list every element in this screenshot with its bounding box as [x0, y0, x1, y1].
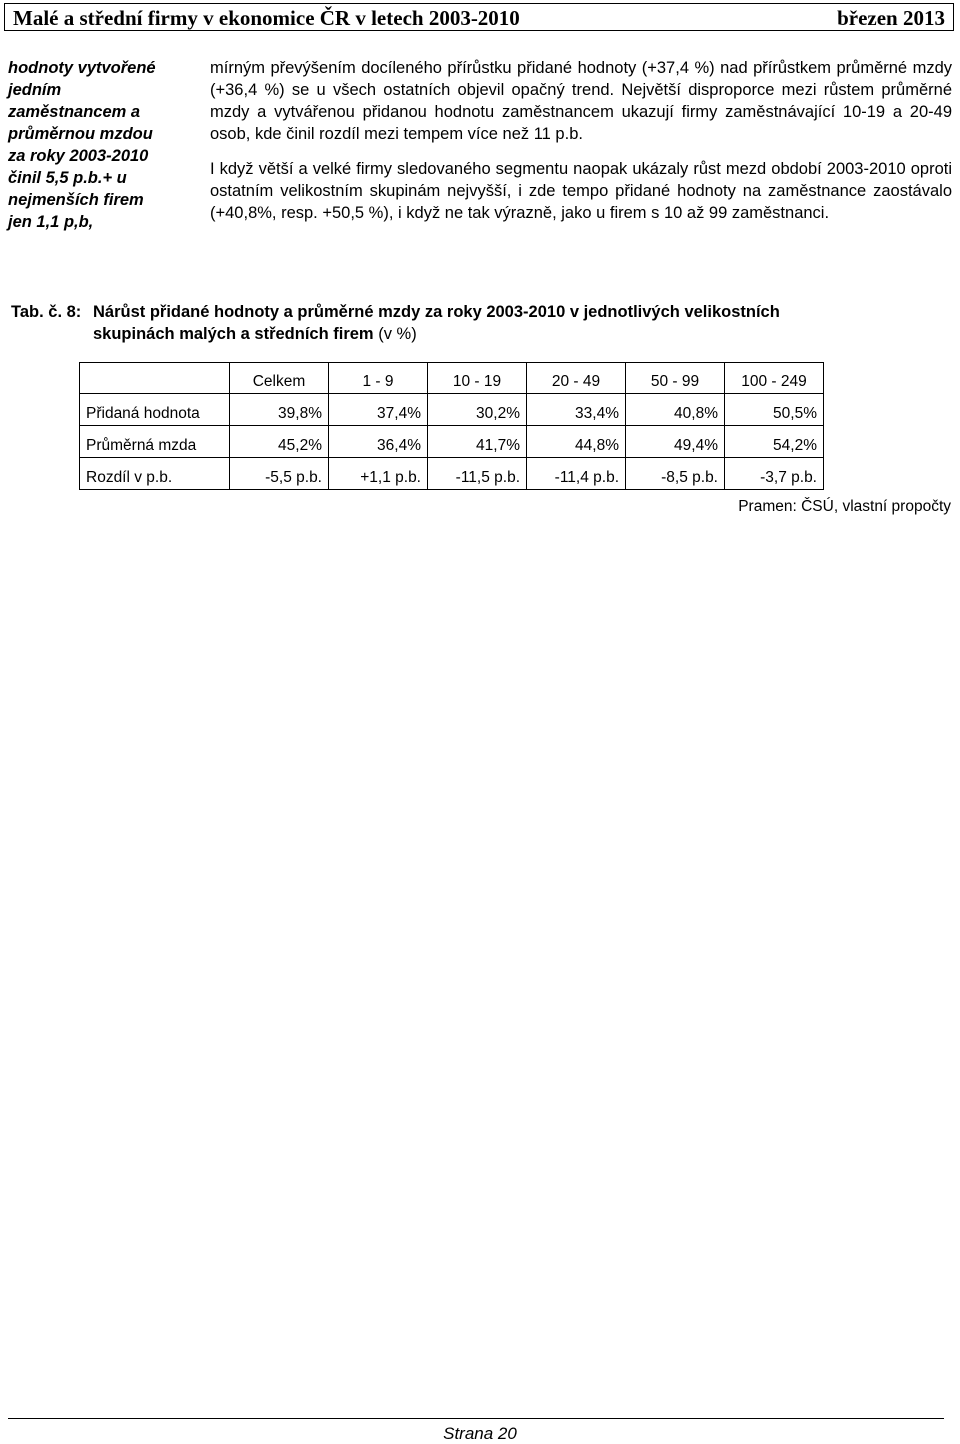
table-header-cell: 10 - 19	[428, 363, 527, 394]
table-caption-title-line1: Nárůst přidané hodnoty a průměrné mzdy za roky 2003-2010 v jednotlivých velikostních	[93, 303, 780, 321]
data-table	[79, 362, 824, 490]
paragraph-2: I když větší a velké firmy sledovaného segmentu naopak ukázaly růst mezd období 2003-2010 oproti ostatním velikostním skupinám nejvyšší, i zde tempo přidané hodnoty na zaměstnance zaostávalo (+40,8%, resp. +50,5 %), i když ne tak výrazně, jako u firem s 10 až 99 zaměstnanci.	[210, 160, 952, 222]
table-row-label: Přidaná hodnota	[80, 394, 230, 426]
table-cell: -8,5 p.b.	[626, 458, 725, 490]
margin-note-line: hodnoty vytvořené	[8, 59, 156, 77]
margin-note-line: nejmenších firem	[8, 191, 144, 209]
table-header-cell: 50 - 99	[626, 363, 725, 394]
paragraph-1: mírným převýšením docíleného přírůstku přidané hodnoty (+37,4 %) nad přírůstkem průměrné mzdy (+36,4 %) se u všech ostatních objevil opačný trend. Největší disproporce mezi růstem průměrné mzdy a vytvářenou přidanou hodnotu zaměstnancem ukazují firmy zaměstnávající 10-19 a 20-49 osob, kde činil rozdíl mezi tempem více než 11 p.b.	[210, 59, 952, 143]
table-cell: 40,8%	[626, 394, 725, 426]
table-cell: +1,1 p.b.	[329, 458, 428, 490]
margin-note-line: za roky 2003-2010	[8, 147, 149, 165]
table-row	[80, 394, 824, 426]
table-cell: 33,4%	[527, 394, 626, 426]
footer-divider	[8, 1418, 944, 1419]
table-cell: 45,2%	[230, 426, 329, 458]
table-header-cell: 20 - 49	[527, 363, 626, 394]
page-header	[4, 3, 954, 31]
table-cell: 50,5%	[725, 394, 824, 426]
table-cell: 39,8%	[230, 394, 329, 426]
table-caption-title-line2: skupinách malých a středních firem	[93, 325, 374, 343]
table-cell: 30,2%	[428, 394, 527, 426]
body-text	[210, 57, 952, 224]
table-row	[80, 426, 824, 458]
table-caption-unit: (v %)	[378, 325, 417, 343]
page-number: Strana 20	[443, 1424, 517, 1443]
table-header-cell: Celkem	[230, 363, 329, 394]
table-cell: 49,4%	[626, 426, 725, 458]
document-title: Malé a střední firmy v ekonomice ČR v letech 2003-2010	[13, 6, 520, 30]
table-row	[80, 458, 824, 490]
table-cell: -11,4 p.b.	[527, 458, 626, 490]
table-header-cell: 1 - 9	[329, 363, 428, 394]
table-cell: -11,5 p.b.	[428, 458, 527, 490]
table-caption-label: Tab. č. 8:	[11, 303, 82, 321]
table-header-cell: 100 - 249	[725, 363, 824, 394]
margin-note-line: činil 5,5 p.b.+ u	[8, 169, 127, 187]
table-caption	[11, 301, 956, 345]
table-row-label: Průměrná mzda	[80, 426, 230, 458]
table-cell: -3,7 p.b.	[725, 458, 824, 490]
table-cell: 37,4%	[329, 394, 428, 426]
table-cell: 41,7%	[428, 426, 527, 458]
document-date: březen 2013	[837, 6, 945, 30]
table-cell: 36,4%	[329, 426, 428, 458]
margin-note	[8, 57, 198, 233]
table-row-label: Rozdíl v p.b.	[80, 458, 230, 490]
table-cell: 54,2%	[725, 426, 824, 458]
table-cell: -5,5 p.b.	[230, 458, 329, 490]
margin-note-line: jen 1,1 p,b,	[8, 213, 94, 231]
margin-note-line: jedním	[8, 81, 62, 99]
table-header-row	[80, 363, 824, 394]
margin-note-line: zaměstnancem a	[8, 103, 141, 121]
table-source: Pramen: ČSÚ, vlastní propočty	[738, 498, 951, 515]
table-cell: 44,8%	[527, 426, 626, 458]
table-header-cell	[80, 363, 230, 394]
margin-note-line: průměrnou mzdou	[8, 125, 153, 143]
